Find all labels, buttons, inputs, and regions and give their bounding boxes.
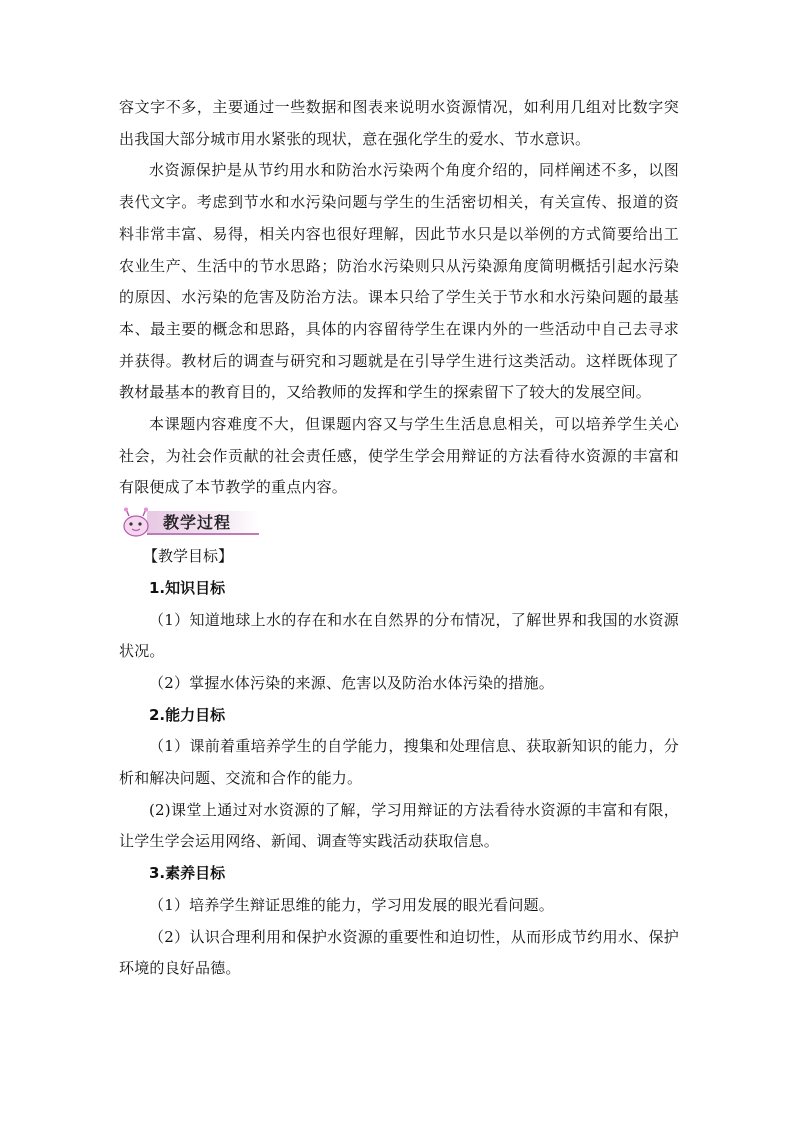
paragraph-intro-continued: 容文字不多，主要通过一些数据和图表来说明水资源情况，如利用几组对比数字突出我国大部分城市用水紧张的现状，意在强化学生的爱水、节水意识。 xyxy=(119,98,679,148)
knowledge-title: 1.知识目标 xyxy=(149,578,226,597)
knowledge-item: （1）知道地球上水的存在和水在自然界的分布情况，了解世界和我国的水资源状况。 xyxy=(119,610,679,661)
ability-item: (2)课堂上通过对水资源的了解，学习用辩证的方法看待水资源的丰富和有限，让学生学会运用网络、新闻、调查等实践活动获取信息。 xyxy=(119,800,679,851)
objectives-label: 【教学目标】 xyxy=(143,547,234,566)
ability-title: 2.能力目标 xyxy=(149,705,226,724)
literacy-item: （1）培养学生辩证思维的能力，学习用发展的眼光看问题。 xyxy=(149,895,554,914)
cartoon-mascot-icon xyxy=(119,507,153,537)
section-heading-text: 教学过程 xyxy=(163,513,232,533)
paragraph-water-protection: 水资源保护是从节约用水和防治水污染两个角度介绍的，同样阐述不多，以图表代文字。考虑到节水和水污染问题与学生的生活密切相关，有关宣传、报道的资料非常丰富、易得，相关内容也很好理解，因此节水只是以举例的方式简要给出工农业生产、生活中的节水思路；防治水污染则只从污染源角度简明概括引起水污染的原因、水污染的危害及防治方法。课本只给了学生关于节水和水污染问题的最基本、最主要的概念和思路，具体的内容留待学生在课内外的一些活动中自己去寻求并获得。教材后的调查与研究和习题就是在引导学生进行这类活动。这样既体现了教材最基本的教育目的，又给教师的发挥和学生的探索留下了较大的发展空间。 xyxy=(119,161,679,402)
knowledge-item: （2）掌握水体污染的来源、危害以及防治水体污染的措施。 xyxy=(149,673,554,692)
paragraph-difficulty: 本课题内容难度不大，但课题内容又与学生生活息息相关，可以培养学生关心社会，为社会作贡献的社会责任感，使学生学会用辩证的方法看待水资源的丰富和有限便成了本节教学的重点内容。 xyxy=(119,415,679,497)
document-page xyxy=(119,92,679,985)
literacy-title: 3.素养目标 xyxy=(149,864,226,883)
ability-item: （1）课前着重培养学生的自学能力，搜集和处理信息、获取新知识的能力，分析和解决问题、交流和合作的能力。 xyxy=(119,737,679,788)
literacy-item: （2）认识合理利用和保护水资源的重要性和迫切性，从而形成节约用水、保护环境的良好品德。 xyxy=(119,927,679,978)
section-heading xyxy=(119,505,679,539)
